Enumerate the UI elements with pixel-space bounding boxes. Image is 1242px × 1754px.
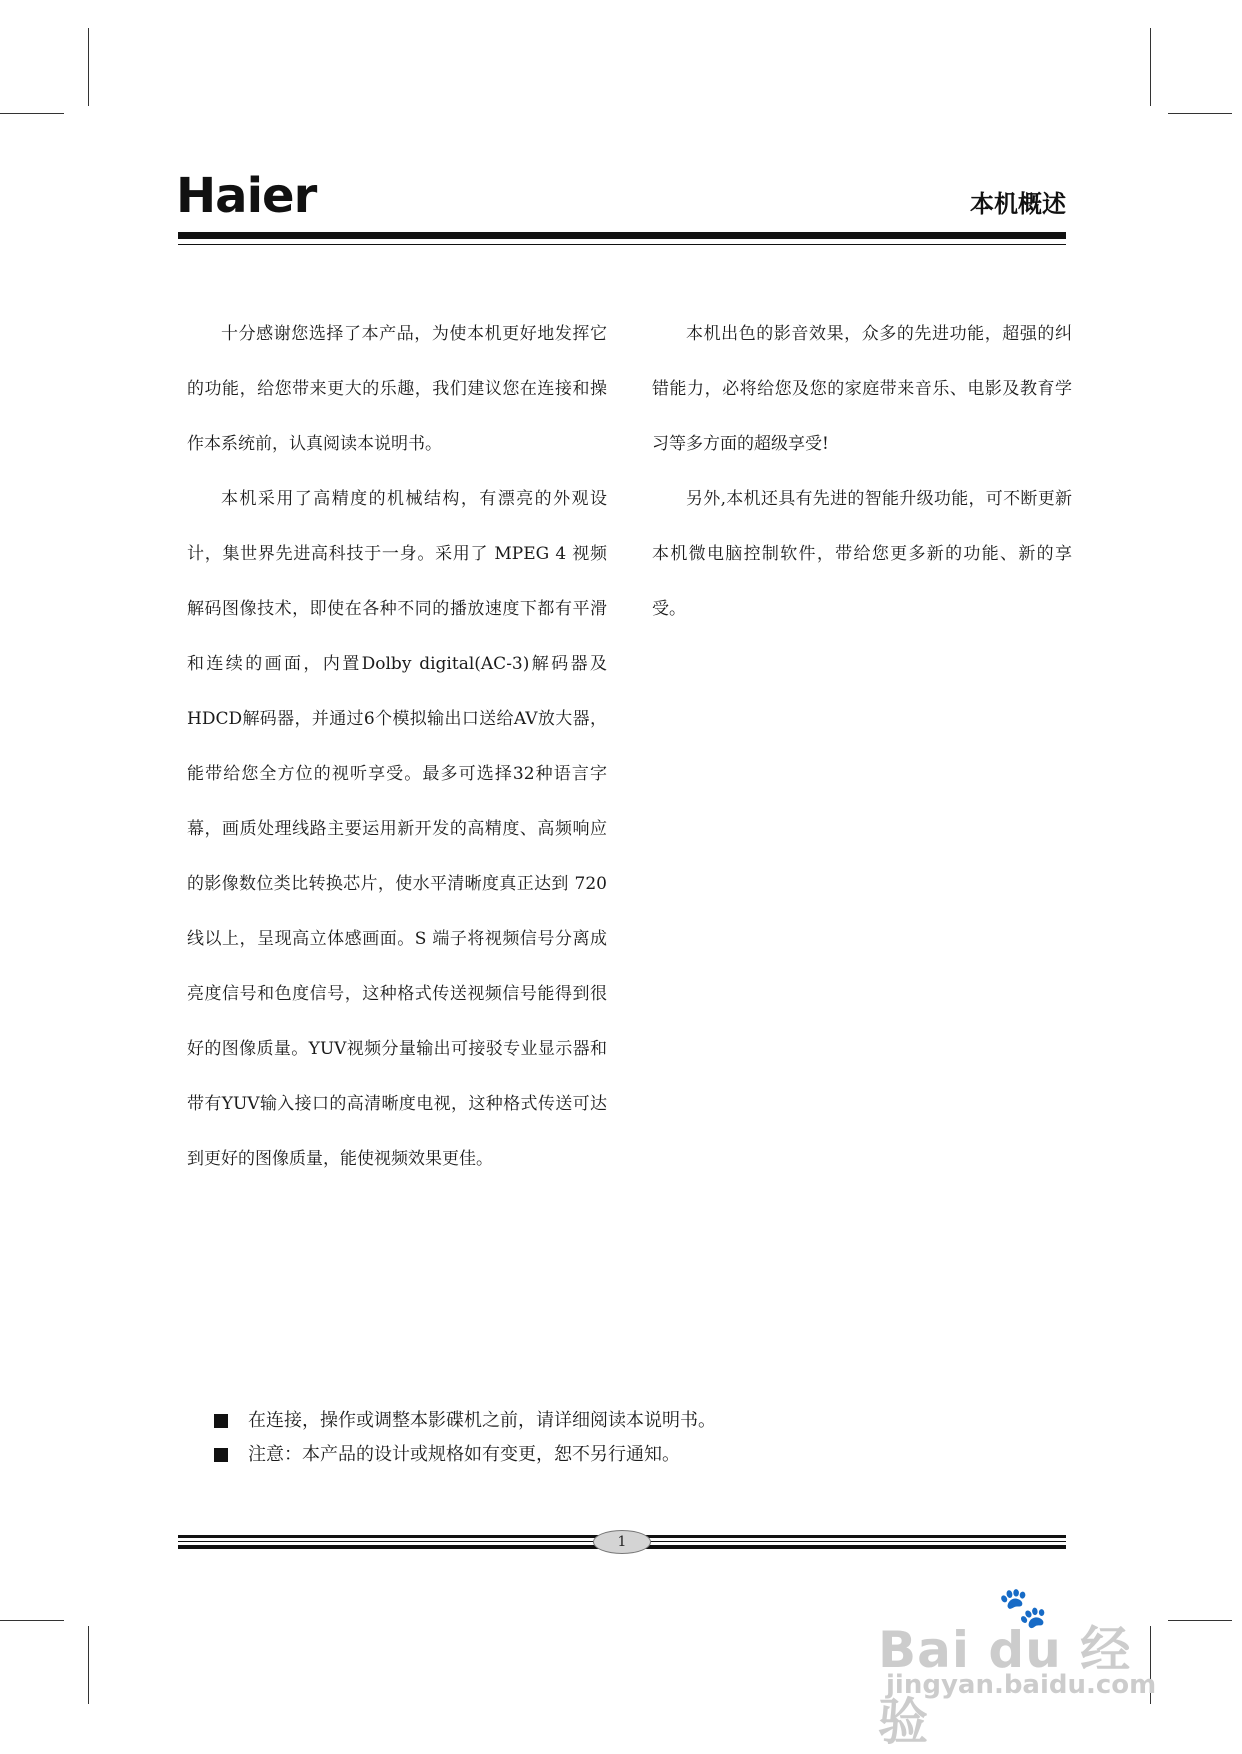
watermark-url: jingyan.baidu.com xyxy=(886,1670,1157,1700)
crop-mark xyxy=(0,113,64,114)
paragraph: 本机采用了高精度的机械结构，有漂亮的外观设计，集世界先进高科技于一身。采用了 MPEG 4 视频解码图像技术，即使在各种不同的播放速度下都有平滑和连续的画面，内置Dolby digital(AC-3)解码器及HDCD解码器，并通过6个模拟输出口送给AV放大器，能带给您全方位的视听享受。最多可选择32种语言字幕，画质处理线路主要运用新开发的高精度、高频响应的影像数位类比转换芯片，使水平清晰度真正达到 720线以上，呈现高立体感画面。S 端子将视频信号分离成亮度信号和色度信号，这种格式传送视频信号能得到很好的图像质量。YUV视频分量输出可接驳专业显示器和带有YUV输入接口的高清晰度电视，这种格式传送可达到更好的图像质量，能使视频效果更佳。 xyxy=(187,489,607,1169)
page-number: 1 xyxy=(593,1530,651,1554)
note-text: 注意：本产品的设计或规格如有变更，恕不另行通知。 xyxy=(248,1444,680,1465)
paragraph: 本机出色的影音效果，众多的先进功能，超强的纠错能力，必将给您及您的家庭带来音乐、电影及教育学习等多方面的超级享受! xyxy=(652,324,1072,454)
note-item xyxy=(214,1404,716,1438)
square-bullet-icon xyxy=(214,1448,228,1462)
right-column xyxy=(652,307,1072,637)
paragraph: 十分感谢您选择了本产品，为使本机更好地发挥它的功能，给您带来更大的乐趣，我们建议您在连接和操作本系统前，认真阅读本说明书。 xyxy=(187,324,607,454)
header-rule-thin xyxy=(178,244,1066,245)
watermark xyxy=(878,1585,1178,1751)
square-bullet-icon xyxy=(214,1414,228,1428)
note-text: 在连接，操作或调整本影碟机之前，请详细阅读本说明书。 xyxy=(248,1410,716,1431)
watermark-main: Bai du 经验 xyxy=(878,1621,1132,1751)
crop-mark xyxy=(88,28,89,106)
brand-logo: Haier xyxy=(176,168,317,224)
left-column xyxy=(187,307,607,1187)
notes-list xyxy=(214,1404,716,1472)
paragraph: 另外,本机还具有先进的智能升级功能，可不断更新本机微电脑控制软件，带给您更多新的功能、新的享受。 xyxy=(652,489,1072,619)
crop-mark xyxy=(88,1626,89,1704)
crop-mark xyxy=(1150,28,1151,106)
crop-mark xyxy=(1168,113,1232,114)
note-item xyxy=(214,1438,716,1472)
crop-mark xyxy=(0,1620,64,1621)
header-rule xyxy=(178,232,1066,239)
paw-icon: 🐾 xyxy=(998,1585,1048,1631)
section-title: 本机概述 xyxy=(970,190,1066,218)
